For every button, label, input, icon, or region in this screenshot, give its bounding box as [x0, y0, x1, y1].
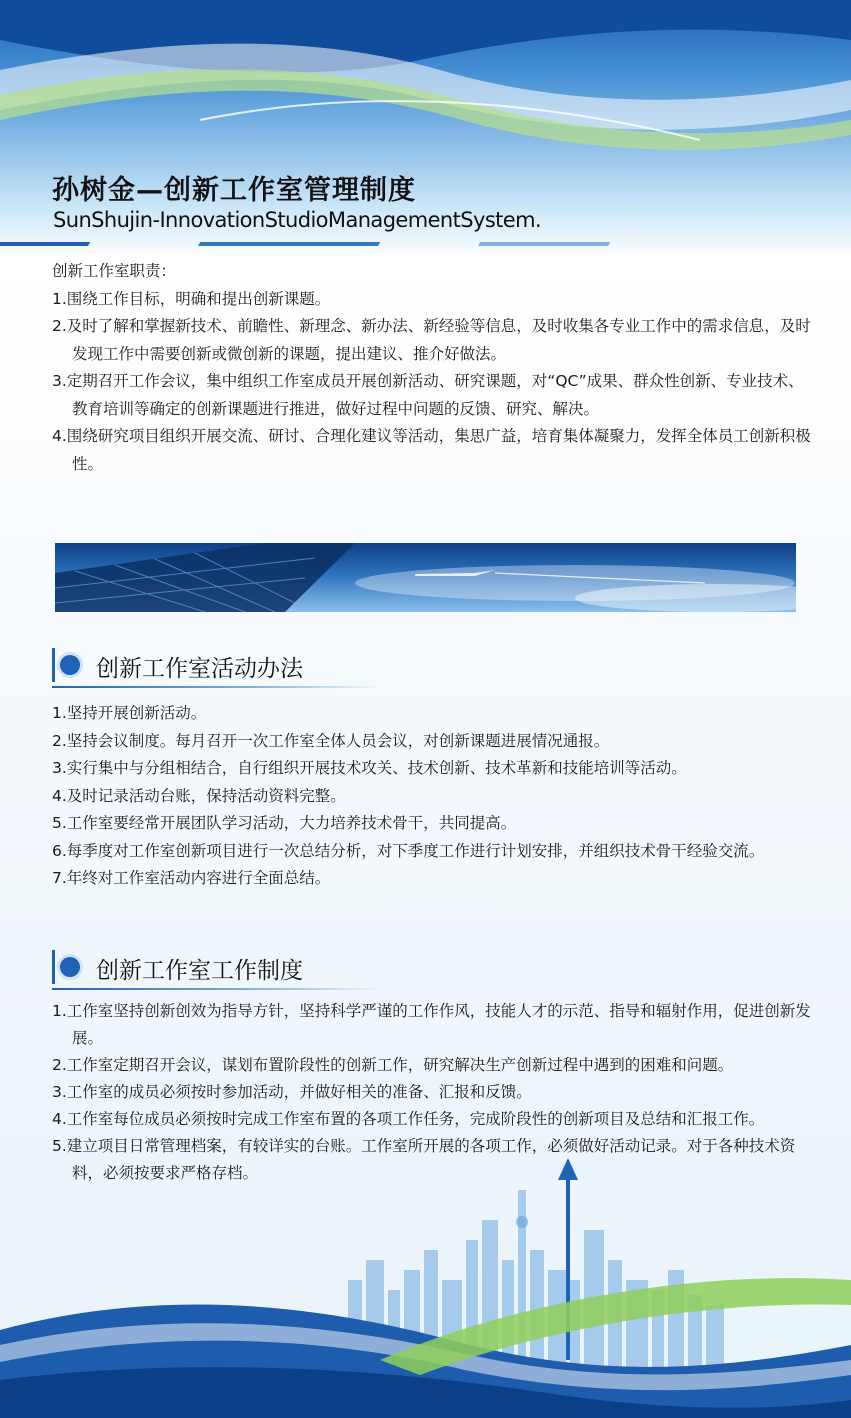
- duties-heading: 创新工作室职责：: [52, 262, 177, 280]
- banner-illustration: [55, 543, 796, 612]
- activities-list: [52, 700, 812, 893]
- duty-item: 3.定期召开工作会议，集中组织工作室成员开展创新活动、研究课题，对“QC”成果、群众性创新、专业技术、教育培训等确定的创新课题进行推进，做好过程中问题的反馈、研究、解决。: [52, 372, 804, 418]
- activities-section-header: [52, 648, 382, 684]
- rule-item: 4.工作室每位成员必须按时完成工作室布置的各项工作任务，完成阶段性的创新项目及总结和汇报工作。: [52, 1110, 765, 1128]
- rules-section-header: [52, 950, 382, 986]
- activities-heading: 创新工作室活动办法: [96, 656, 303, 682]
- rules-heading: 创新工作室工作制度: [96, 958, 303, 984]
- section-underline: [52, 988, 382, 990]
- duty-item: 1.围绕工作目标，明确和提出创新课题。: [52, 289, 331, 308]
- rule-item: 1.工作室坚持创新创效为指导方针，坚持科学严谨的工作作风，技能人才的示范、指导和辐射作用，促进创新发展。: [52, 1002, 811, 1047]
- page-title: 孙树金—创新工作室管理制度: [52, 175, 416, 206]
- activity-item: 4.及时记录活动台账，保持活动资料完整。: [52, 786, 346, 805]
- activity-item: 5.工作室要经常开展团队学习活动，大力培养技术骨干，共同提高。: [52, 814, 517, 832]
- bottom-skyline-decoration: [0, 1130, 851, 1418]
- duty-item: 2.及时了解和掌握新技术、前瞻性、新理念、新办法、新经验等信息，及时收集各专业工作中的需求信息，及时发现工作中需要创新或微创新的课题，提出建议、推介好做法。: [52, 317, 811, 363]
- bullet-dot-icon: [60, 655, 80, 675]
- activity-item: 1.坚持开展创新活动。: [52, 704, 207, 722]
- duty-item: 4.围绕研究项目组织开展交流、研讨、合理化建议等活动，集思广益，培育集体凝聚力，发挥全体员工创新积极性。: [52, 427, 811, 473]
- rule-item: 5.建立项目日常管理档案，有较详实的台账。工作室所开展的各项工作，必须做好活动记录。对于各种技术资料，必须按要求严格存档。: [52, 1137, 796, 1182]
- activity-item: 7.年终对工作室活动内容进行全面总结。: [52, 869, 331, 887]
- rule-item: 3.工作室的成员必须按时参加活动，并做好相关的准备、汇报和反馈。: [52, 1083, 532, 1101]
- activity-item: 3.实行集中与分组相结合，自行组织开展技术攻关、技术创新、技术革新和技能培训等活动。: [52, 759, 687, 777]
- section-bar: [52, 950, 55, 984]
- sky-building-banner: [55, 543, 796, 612]
- activity-item: 6.每季度对工作室创新项目进行一次总结分析，对下季度工作进行计划安排，并组织技术骨干经验交流。: [52, 841, 765, 860]
- section-underline: [52, 686, 382, 688]
- page-subtitle: SunShujin-InnovationStudioManagementSystem.: [53, 208, 542, 232]
- activity-item: 2.坚持会议制度。每月召开一次工作室全体人员会议，对创新课题进展情况通报。: [52, 731, 610, 750]
- bullet-dot-icon: [60, 957, 80, 977]
- rule-item: 2.工作室定期召开会议，谋划布置阶段性的创新工作，研究解决生产创新过程中遇到的困难和问题。: [52, 1056, 734, 1074]
- duties-section: [52, 258, 812, 478]
- section-bar: [52, 648, 55, 682]
